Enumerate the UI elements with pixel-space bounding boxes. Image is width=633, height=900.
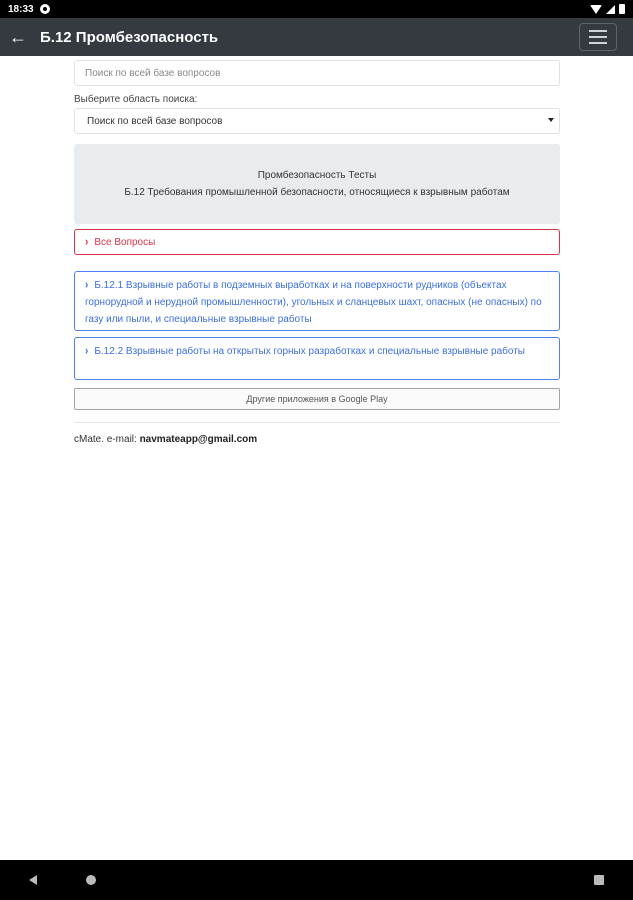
section-item[interactable] (74, 271, 560, 331)
info-box (74, 144, 560, 224)
chevron-right-icon: › (85, 278, 89, 293)
all-questions-button[interactable] (74, 229, 560, 255)
menu-line (589, 42, 607, 44)
back-arrow-icon[interactable]: ← (9, 26, 27, 47)
notification-icon (40, 4, 50, 14)
menu-line (589, 30, 607, 32)
page-title: Б.12 Промбезопасность (40, 28, 219, 46)
system-nav-bar (0, 860, 633, 900)
status-bar (0, 0, 633, 18)
nav-recents-icon[interactable] (594, 875, 604, 885)
wifi-icon (590, 5, 602, 14)
battery-icon (619, 4, 625, 14)
hamburger-menu-button[interactable] (579, 23, 617, 51)
section-label: Б.12.1 Взрывные работы в подземных выработках и на поверхности рудников (объектах горнорудной и нерудной промышленности), угольных и сланцевых шахт, опасных (не опасных) по газу или пыли, и специальные взрывные работы (85, 280, 542, 325)
info-subtitle: Б.12 Требования промышленной безопасности, относящиеся к взрывным работам (124, 187, 510, 198)
status-icons (590, 4, 625, 14)
search-area-selected: Поиск по всей базе вопросов (87, 115, 223, 127)
search-placeholder: Поиск по всей базе вопросов (85, 67, 221, 79)
app-bar (0, 18, 633, 56)
all-questions-label: Все Вопросы (94, 236, 156, 248)
info-heading: Промбезопасность Тесты (257, 170, 377, 181)
footer (74, 434, 560, 445)
chevron-right-icon: › (85, 235, 89, 249)
search-area-select[interactable] (74, 108, 560, 134)
divider (74, 422, 560, 423)
signal-icon (606, 5, 615, 14)
status-time: 18:33 (8, 3, 34, 15)
nav-home-icon[interactable] (86, 875, 96, 885)
nav-back-icon[interactable] (29, 875, 37, 885)
footer-email[interactable]: navmateapp@gmail.com (139, 434, 258, 445)
google-play-button[interactable]: Другие приложения в Google Play (74, 388, 560, 410)
caret-down-icon (548, 118, 554, 122)
search-input[interactable] (74, 60, 560, 86)
search-area-label: Выберите область поиска: (74, 94, 198, 105)
chevron-right-icon: › (85, 344, 89, 359)
footer-prefix: сMate. e-mail: (74, 434, 140, 445)
main-content (74, 60, 560, 445)
menu-line (589, 36, 607, 38)
section-item[interactable] (74, 337, 560, 380)
section-label: Б.12.2 Взрывные работы на открытых горных разработках и специальные взрывные работы (94, 346, 525, 357)
